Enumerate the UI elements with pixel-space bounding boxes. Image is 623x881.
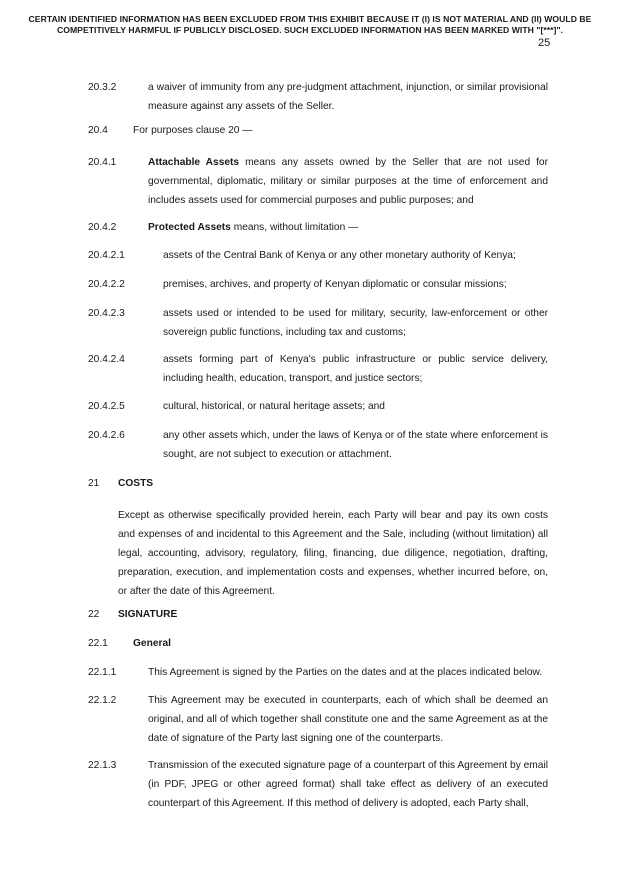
clause-text: This Agreement may be executed in counterparts, each of which shall be deemed an original, and all of which together shall constitute one and the same Agreement as at the date of signature of the Party last signing one of the counterparts.: [148, 695, 548, 744]
clause-number: 20.4.2.6: [88, 430, 125, 441]
page-number: 25: [538, 37, 551, 49]
clause-text: assets of the Central Bank of Kenya or any other monetary authority of Kenya;: [163, 250, 516, 261]
defined-term: Protected Assets: [148, 222, 231, 233]
clause-number: 20.4.2.2: [88, 279, 125, 290]
clause-paragraph: [148, 153, 548, 210]
clause-number: 22.1.3: [88, 760, 117, 771]
clause-number: 20.4.2.3: [88, 308, 125, 319]
clause-text: assets used or intended to be used for military, security, law-enforcement or other sovereign public functions, including tax and customs;: [163, 308, 548, 338]
defined-term: Attachable Assets: [148, 157, 240, 168]
clause-number: 22.1.2: [88, 695, 117, 706]
clause-number: 20.4.2.5: [88, 401, 125, 412]
clause-text: means any assets owned by the Seller that are not used for governmental, diplomatic, military or similar purposes at the time of enforcement and includes assets used for commercial purposes and public purposes; and: [148, 157, 548, 206]
clause-number: 22.1: [88, 638, 108, 649]
exclusion-notice: CERTAIN IDENTIFIED INFORMATION HAS BEEN EXCLUDED FROM THIS EXHIBIT BECAUSE IT (I) IS NOT MATERIAL AND (II) WOULD BE COMPETITIVELY HARMFUL IF PUBLICLY DISCLOSED. SUCH EXCLUDED INFORMATION HAS BEEN MARKED WITH "[***]".: [28, 14, 592, 35]
clause-number: 20.4.2: [88, 222, 117, 233]
clause-text: assets forming part of Kenya's public infrastructure or public service delivery, including health, education, transport, and justice sectors;: [163, 354, 548, 384]
clause-paragraph: [148, 218, 548, 237]
clause-number: 20.4: [88, 125, 108, 136]
clause-number: 20.3.2: [88, 82, 117, 93]
clause-text: cultural, historical, or natural heritage assets; and: [163, 401, 385, 412]
section-number: 21: [88, 478, 100, 489]
clause-text: a waiver of immunity from any pre-judgment attachment, injunction, or similar provisional measure against any assets of the Seller.: [148, 82, 548, 112]
section-heading: SIGNATURE: [118, 609, 178, 620]
clause-text: premises, archives, and property of Kenyan diplomatic or consular missions;: [163, 279, 507, 290]
clause-number: 20.4.1: [88, 157, 117, 168]
clause-number: 22.1.1: [88, 667, 117, 678]
clause-text: For purposes clause 20 —: [133, 125, 253, 136]
section-body: Except as otherwise specifically provided herein, each Party will bear and pay its own costs and expenses of and incidental to this Agreement and the Sale, including (without limitation) all legal, accounting, advisory, regulatory, filing, financing, due diligence, negotiation, drafting, preparation, execution, and implementation costs and expenses, whether incurred before, on, or after the date of this Agreement.: [118, 510, 548, 597]
clause-number: 20.4.2.4: [88, 354, 125, 365]
clause-text: means, without limitation —: [233, 222, 359, 233]
subsection-heading: General: [133, 638, 171, 649]
clause-text: Transmission of the executed signature page of a counterpart of this Agreement by email (in PDF, JPEG or other agreed format) shall take effect as delivery of an executed counterpart of this Agreement. If this method of delivery is adopted, each Party shall,: [148, 760, 548, 809]
clause-text: This Agreement is signed by the Parties on the dates and at the places indicated below.: [148, 667, 543, 678]
section-heading: COSTS: [118, 478, 154, 489]
clause-text: any other assets which, under the laws of Kenya or of the state where enforcement is sought, are not subject to execution or attachment.: [163, 430, 548, 460]
clause-number: 20.4.2.1: [88, 250, 125, 261]
section-number: 22: [88, 609, 100, 620]
